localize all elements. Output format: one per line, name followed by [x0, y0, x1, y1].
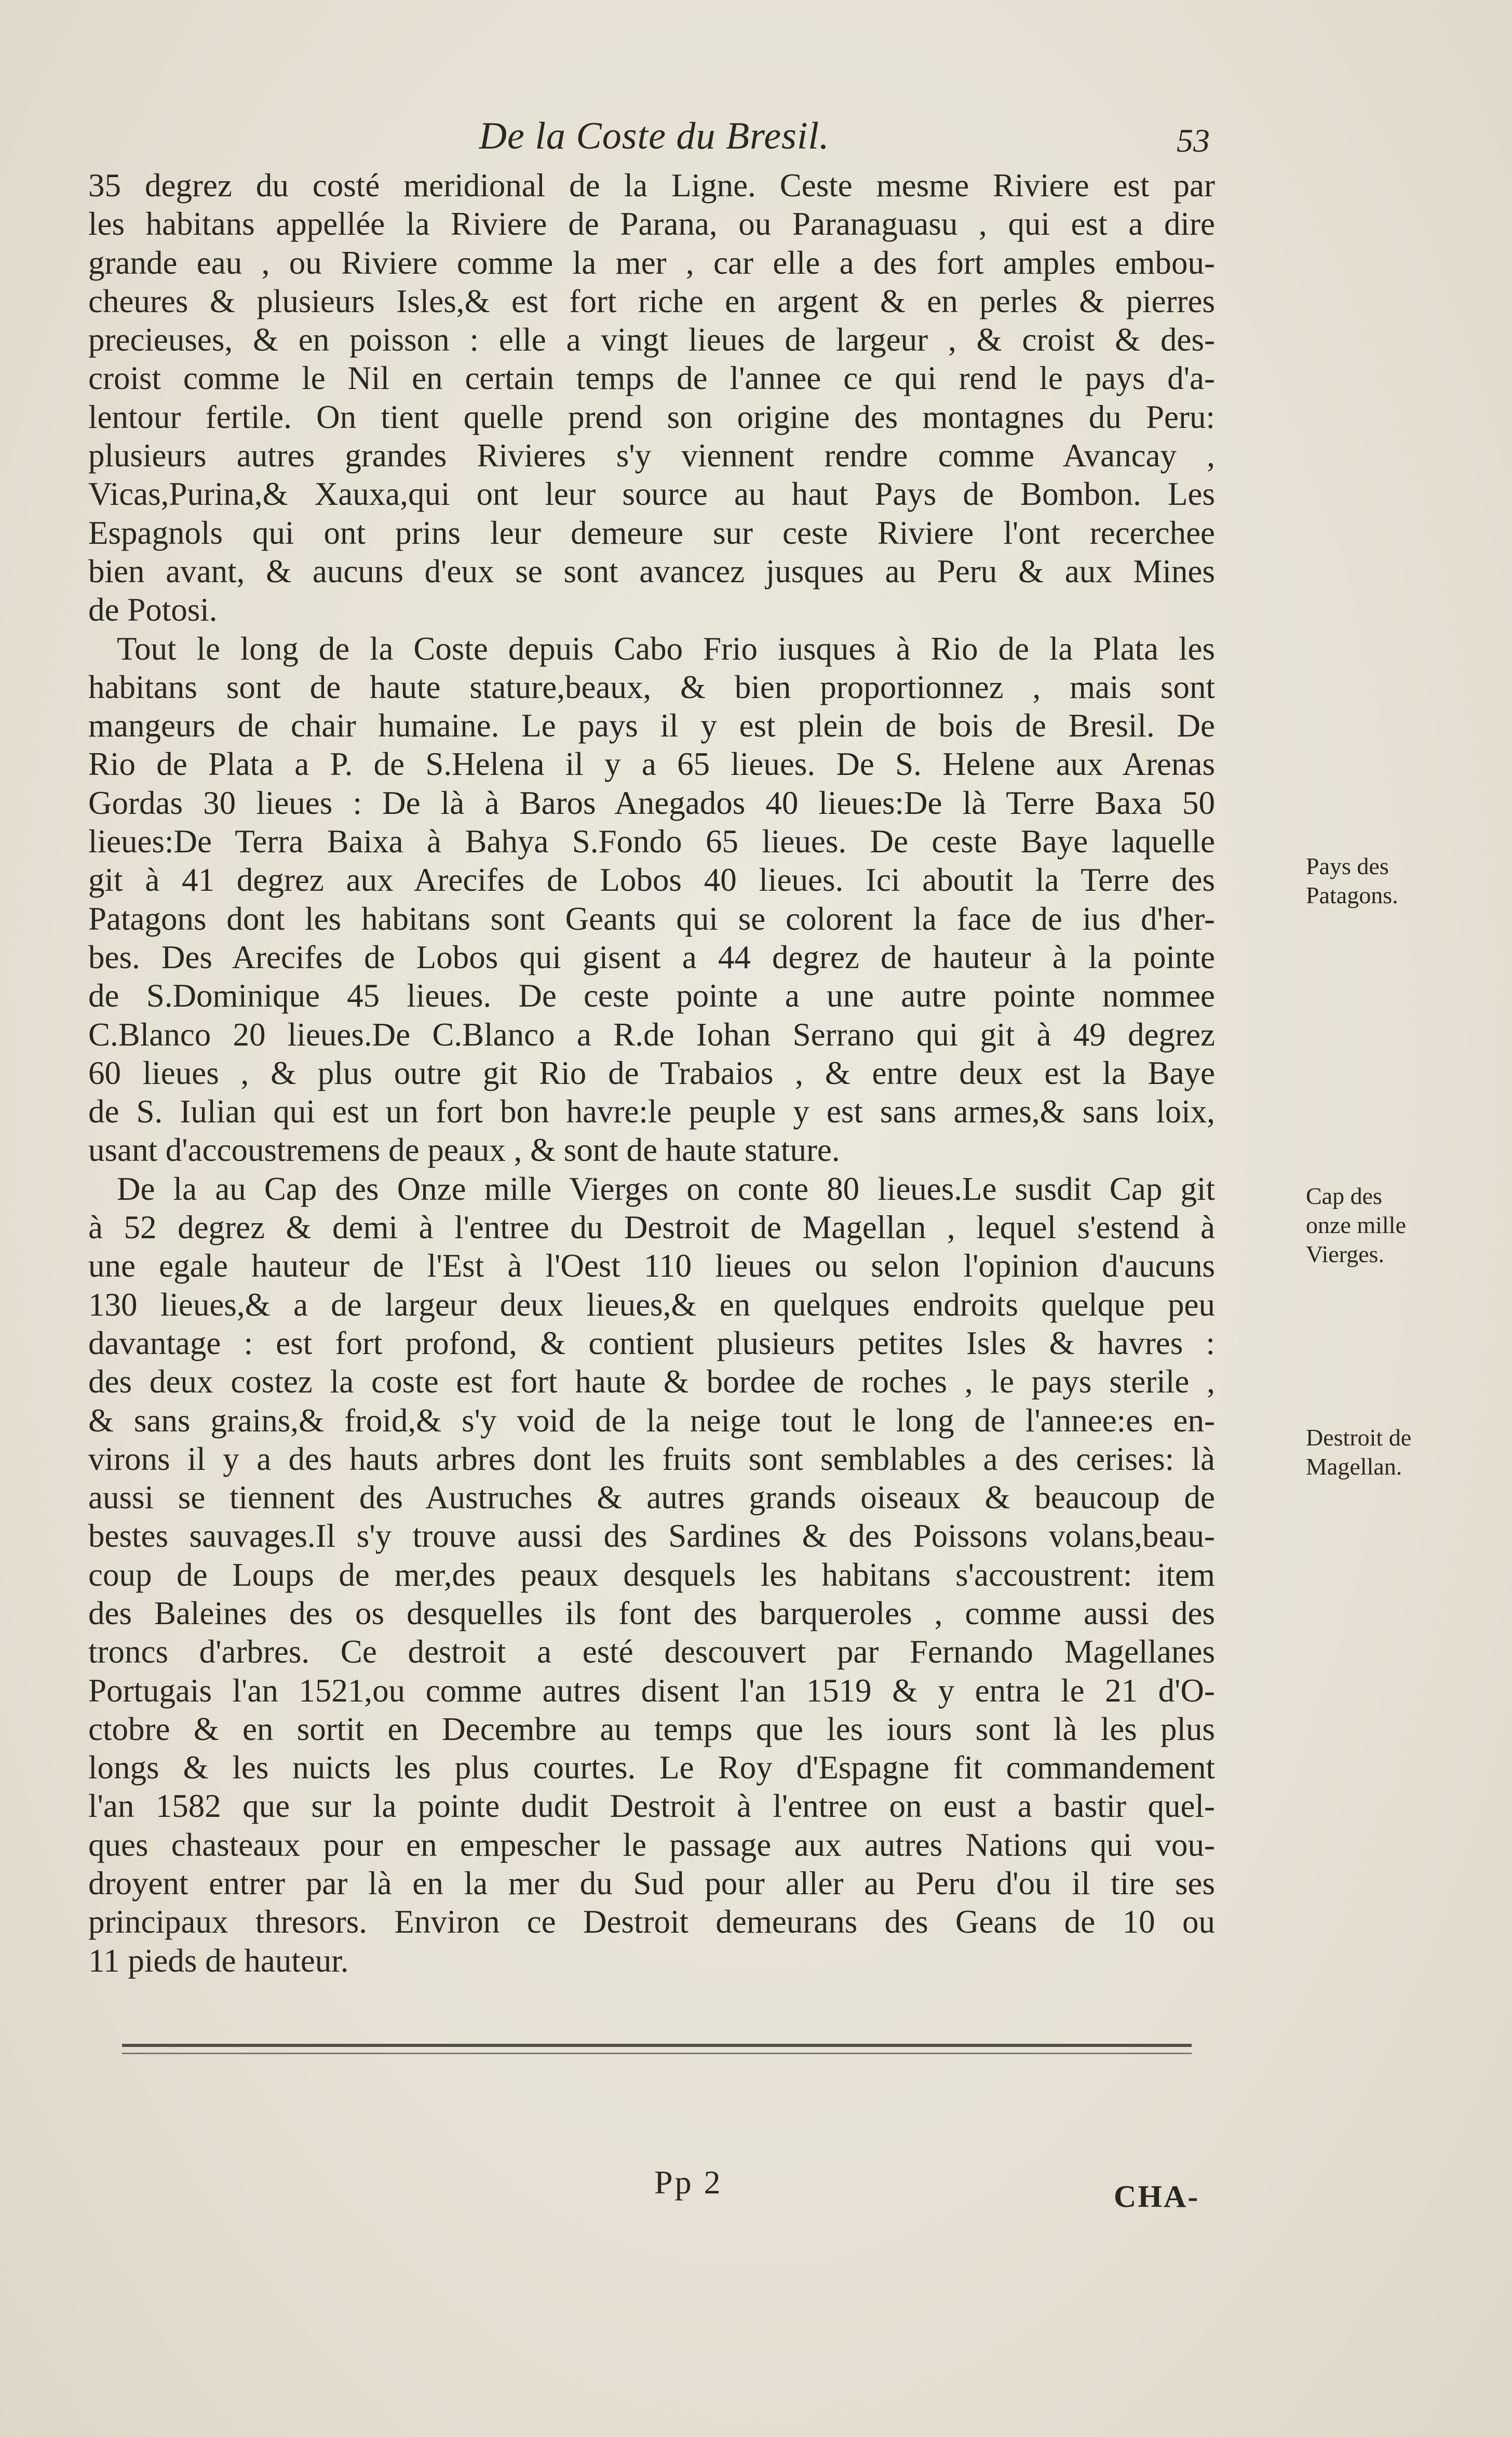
- text-line: ques chasteaux pour en empescher le passage aux autres Nations qui vou-: [88, 1826, 1215, 1863]
- margin-note-cap-vierges: [1306, 1182, 1477, 1269]
- margin-note-magellan: [1306, 1423, 1477, 1481]
- text-line: les habitans appellée la Riviere de Parana, ou Paranaguasu , qui est a dire: [88, 206, 1215, 243]
- text-line: 35 degrez du costé meridional de la Ligne. Ceste mesme Riviere est par: [88, 167, 1215, 204]
- text-line: lieues:De Terra Baixa à Bahya S.Fondo 65 lieues. De ceste Baye laquelle: [88, 823, 1215, 860]
- text-line: à 52 degrez & demi à l'entree du Destroit de Magellan , lequel s'estend à: [88, 1209, 1215, 1246]
- margin-note-line: Vierges.: [1306, 1241, 1384, 1267]
- page-number: 53: [1177, 122, 1210, 159]
- text-line: Vicas,Purina,& Xauxa,qui ont leur source au haut Pays de Bombon. Les: [88, 476, 1215, 513]
- text-line: 11 pieds de hauteur.: [88, 1942, 349, 1979]
- signature-mark: Pp 2: [654, 2164, 723, 2201]
- text-line: habitans sont de haute stature,beaux, & bien proportionnez , mais sont: [88, 668, 1215, 705]
- text-line: lentour fertile. On tient quelle prend son origine des montagnes du Peru:: [88, 398, 1215, 435]
- text-line: Patagons dont les habitans sont Geants qui se colorent la face de ius d'her-: [88, 900, 1215, 937]
- text-line: de S. Iulian qui est un fort bon havre:le peuple y est sans armes,& sans loix,: [88, 1093, 1215, 1130]
- margin-note-line: Cap des: [1306, 1183, 1382, 1209]
- text-line: bestes sauvages.Il s'y trouve aussi des Sardines & des Poissons volans,beau-: [88, 1518, 1215, 1555]
- text-line: usant d'accoustremens de peaux , & sont de haute stature.: [88, 1132, 840, 1169]
- text-line: ctobre & en sortit en Decembre au temps que les iours sont là les plus: [88, 1710, 1215, 1747]
- paragraph-start-line: Tout le long de la Coste depuis Cabo Frio iusques à Rio de la Plata les: [117, 630, 1215, 667]
- margin-note-line: onze mille: [1306, 1212, 1406, 1238]
- text-line: plusieurs autres grandes Rivieres s'y viennent rendre comme Avancay ,: [88, 437, 1215, 474]
- text-line: bien avant, & aucuns d'eux se sont avancez jusques au Peru & aux Mines: [88, 553, 1215, 590]
- text-line: coup de Loups de mer,des peaux desquels les habitans s'accoustrent: item: [88, 1556, 1215, 1593]
- horizontal-rule: [122, 2044, 1192, 2047]
- margin-note-patagons: [1306, 852, 1477, 910]
- text-line: droyent entrer par là en la mer du Sud pour aller au Peru d'ou il tire ses: [88, 1865, 1215, 1902]
- text-line: troncs d'arbres. Ce destroit a esté descouvert par Fernando Magellanes: [88, 1633, 1215, 1670]
- text-line: de S.Dominique 45 lieues. De ceste pointe a une autre pointe nommee: [88, 978, 1215, 1014]
- catchword: CHA-: [1114, 2179, 1200, 2214]
- text-line: grande eau , ou Riviere comme la mer , car elle a des fort amples embou-: [88, 244, 1215, 281]
- page-header: [88, 104, 1220, 166]
- body-text: [88, 166, 1412, 1980]
- text-line: mangeurs de chair humaine. Le pays il y est plein de bois de Bresil. De: [88, 707, 1215, 744]
- text-line: des deux costez la coste est fort haute & bordee de roches , le pays sterile ,: [88, 1363, 1215, 1400]
- text-line: Gordas 30 lieues : De là à Baros Anegados 40 lieues:De là Terre Baxa 50: [88, 784, 1215, 821]
- text-line: cheures & plusieurs Isles,& est fort riche en argent & en perles & pierres: [88, 283, 1215, 319]
- text-line: virons il y a des hauts arbres dont les fruits sont semblables a des cerises: là: [88, 1440, 1215, 1477]
- text-line: croist comme le Nil en certain temps de l'annee ce qui rend le pays d'a-: [88, 360, 1215, 397]
- text-line: une egale hauteur de l'Est à l'Oest 110 lieues ou selon l'opinion d'aucuns: [88, 1248, 1215, 1284]
- text-line: Portugais l'an 1521,ou comme autres disent l'an 1519 & y entra le 21 d'O-: [88, 1672, 1215, 1709]
- margin-note-line: Patagons.: [1306, 882, 1398, 908]
- text-line: C.Blanco 20 lieues.De C.Blanco a R.de Iohan Serrano qui git à 49 degrez: [88, 1016, 1215, 1053]
- margin-note-line: Magellan.: [1306, 1453, 1402, 1480]
- text-line: davantage : est fort profond, & contient plusieurs petites Isles & havres :: [88, 1324, 1215, 1361]
- running-title: De la Coste du Bresil.: [479, 115, 830, 157]
- text-line: precieuses, & en poisson : elle a vingt lieues de largeur , & croist & des-: [88, 322, 1215, 358]
- text-line: de Potosi.: [88, 592, 218, 628]
- text-line: 130 lieues,& a de largeur deux lieues,& en quelques endroits quelque peu: [88, 1286, 1215, 1323]
- text-line: Espagnols qui ont prins leur demeure sur ceste Riviere l'ont recerchee: [88, 514, 1215, 551]
- text-line: des Baleines des os desquelles ils font des barqueroles , comme aussi des: [88, 1595, 1215, 1631]
- text-line: 60 lieues , & plus outre git Rio de Trabaios , & entre deux est la Baye: [88, 1054, 1215, 1091]
- margin-note-line: Pays des: [1306, 853, 1389, 879]
- horizontal-rule: [122, 2053, 1192, 2054]
- text-line: aussi se tiennent des Austruches & autres grands oiseaux & beaucoup de: [88, 1479, 1215, 1516]
- text-line: longs & les nuicts les plus courtes. Le Roy d'Espagne fit commandement: [88, 1749, 1215, 1786]
- text-line: git à 41 degrez aux Arecifes de Lobos 40 lieues. Ici aboutit la Terre des: [88, 862, 1215, 899]
- text-line: & sans grains,& froid,& s'y void de la neige tout le long de l'annee:es en-: [88, 1402, 1215, 1439]
- text-line: l'an 1582 que sur la pointe dudit Destroit à l'entree on eust a bastir quel-: [88, 1788, 1215, 1825]
- margin-note-line: Destroit de: [1306, 1424, 1412, 1451]
- text-line: Rio de Plata a P. de S.Helena il y a 65 lieues. De S. Helene aux Arenas: [88, 746, 1215, 783]
- text-line: bes. Des Arecifes de Lobos qui gisent a 44 degrez de hauteur à la pointe: [88, 939, 1215, 975]
- paragraph-start-line: De la au Cap des Onze mille Vierges on conte 80 lieues.Le susdit Cap git: [117, 1170, 1215, 1207]
- text-line: principaux thresors. Environ ce Destroit demeurans des Geans de 10 ou: [88, 1904, 1215, 1940]
